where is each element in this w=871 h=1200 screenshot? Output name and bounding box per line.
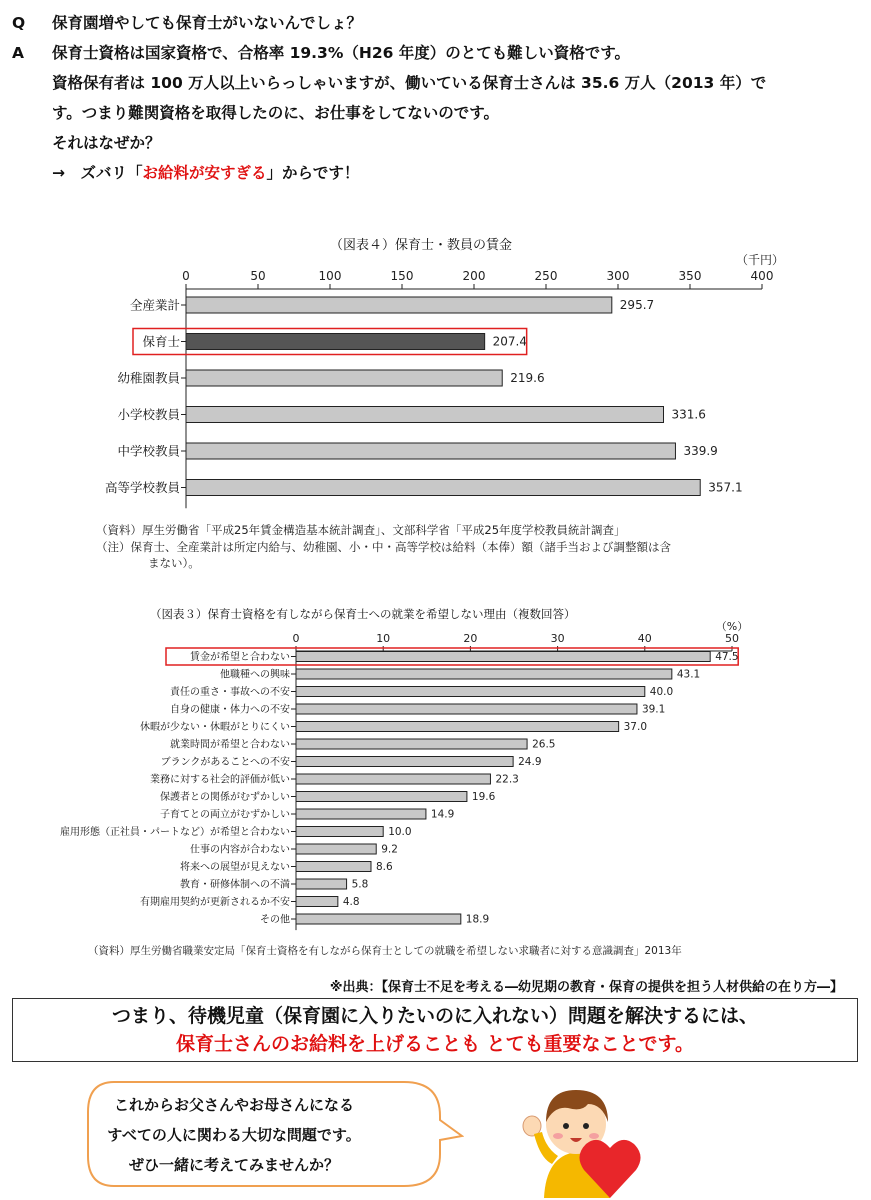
data-label: 24.9 xyxy=(518,756,542,769)
data-label: 207.4 xyxy=(492,334,528,349)
category-label: 教育・研修体制への不満 xyxy=(180,879,290,891)
answer-line-5 xyxy=(12,158,862,188)
bar xyxy=(296,914,461,924)
bar xyxy=(296,774,490,784)
speech-bubble-line-3: ぜひ一緒に考えてみませんか？ xyxy=(128,1156,339,1174)
category-label: 責任の重さ・事故への不安 xyxy=(170,687,290,698)
x-tick-label: 50 xyxy=(725,632,739,645)
bar xyxy=(186,443,675,459)
answer-line-1: 保育士資格は国家資格で、合格率 19.3%（H26 年度）のとても難しい資格です。 xyxy=(52,44,631,62)
x-tick-label: 250 xyxy=(534,269,558,283)
speech-bubble-line-1: これからお父さんやお母さんになる xyxy=(113,1096,354,1114)
chart-reasons xyxy=(0,618,871,936)
bar xyxy=(186,407,664,423)
chart-wages-note-3: まない）。 xyxy=(148,556,200,570)
answer-line-5-pre: → ズバリ「 xyxy=(52,164,143,182)
category-label: 休暇が少ない・休暇がとりにくい xyxy=(140,722,290,733)
data-label: 295.7 xyxy=(619,298,655,313)
chart-wages-note-2: （注）保育士、全産業計は所定内給与、幼稚園、小・中・高等学校は給料（本俸）額（諸手当および調整額は含 xyxy=(96,540,671,554)
data-label: 9.2 xyxy=(381,843,398,856)
bar xyxy=(296,862,371,872)
source-citation: ※出典：【保育士不足を考える―幼児期の教育・保育の提供を担う人材供給の在り方―】 xyxy=(329,980,843,995)
data-label: 5.8 xyxy=(351,878,369,891)
question-text: 保育園増やしても保育士がいないんでしょ？ xyxy=(52,14,363,32)
x-tick-label: 10 xyxy=(376,632,391,645)
answer-mark: A xyxy=(12,44,24,62)
category-label: その他 xyxy=(260,914,290,926)
bar xyxy=(296,652,710,662)
x-tick-label: 40 xyxy=(637,632,652,645)
child-left-cheek xyxy=(553,1133,563,1139)
data-label: 357.1 xyxy=(708,480,743,495)
answer-line-4: それはなぜか？ xyxy=(52,134,161,152)
data-label: 8.6 xyxy=(375,861,393,874)
question-row xyxy=(12,8,862,38)
summary-line-2: 保育士さんのお給料を上げることも とても重要なことです。 xyxy=(175,1033,695,1055)
category-label: 中学校教員 xyxy=(117,443,180,459)
data-label: 339.9 xyxy=(683,444,718,459)
answer-line-2: 資格保有者は 100 万人以上いらっしゃいますが、働いている保育士さんは 35.6 万人（2013 年）で xyxy=(52,74,767,92)
x-tick-label: 200 xyxy=(462,269,486,283)
child-right-cheek xyxy=(589,1133,599,1139)
bar xyxy=(296,757,513,767)
category-label: 就業時間が希望と合わない xyxy=(170,739,290,751)
data-label: 19.6 xyxy=(471,791,496,804)
data-label: 37.0 xyxy=(623,721,648,734)
bar xyxy=(186,370,502,386)
answer-line-5-post: 」からです！ xyxy=(266,164,360,182)
category-label: 保護者との関係がむずかしい xyxy=(160,792,290,803)
bar xyxy=(296,879,347,889)
bar xyxy=(296,722,619,732)
bar xyxy=(186,334,485,350)
data-label: 47.5 xyxy=(715,651,739,664)
data-label: 219.6 xyxy=(510,371,545,386)
category-label: 保育士 xyxy=(142,333,180,349)
bar xyxy=(296,704,637,714)
child-right-eye xyxy=(583,1123,589,1129)
x-tick-label: 350 xyxy=(678,269,702,283)
category-label: 仕事の内容が合わない xyxy=(190,844,290,856)
category-label: 将来への展望が見えない xyxy=(180,862,290,873)
bar xyxy=(186,297,612,313)
category-label: 全産業計 xyxy=(129,297,180,313)
category-label: 高等学校教員 xyxy=(104,479,180,495)
summary-line-1: つまり、待機児童（保育園に入りたいのに入れない）問題を解決するには、 xyxy=(111,1005,758,1027)
answer-line-3: す。つまり難関資格を取得したのに、お仕事をしてないのです。 xyxy=(52,104,500,122)
x-tick-label: 400 xyxy=(750,269,774,283)
category-label: 小学校教員 xyxy=(117,406,180,422)
x-tick-label: 100 xyxy=(318,269,342,283)
category-label: 幼稚園教員 xyxy=(117,370,180,386)
chart-reasons-title: （図表３）保育士資格を有しながら保育士への就業を希望しない理由（複数回答） xyxy=(150,607,576,621)
summary-box xyxy=(12,998,858,1062)
chart-wages xyxy=(0,250,871,540)
child-left-eye xyxy=(563,1123,569,1129)
category-label: 雇用形態（正社員・パートなど）が希望と合わない xyxy=(60,827,290,838)
data-label: 4.8 xyxy=(342,896,360,909)
answer-line-5-emphasis: お給料が安すぎる xyxy=(142,164,267,182)
bar xyxy=(186,480,700,496)
x-tick-label: 150 xyxy=(390,269,414,283)
x-tick-label: 50 xyxy=(250,269,266,283)
x-tick-label: 0 xyxy=(292,632,300,645)
x-tick-label: 300 xyxy=(606,269,630,283)
chart-reasons-note: （資料）厚生労働省職業安定局「保育士資格を有しながら保育士としての就職を希望しない求職者に対する意識調査」2013年 xyxy=(88,945,682,957)
bar xyxy=(296,792,467,802)
bar xyxy=(296,897,338,907)
bar xyxy=(296,844,376,854)
data-label: 40.0 xyxy=(649,686,674,699)
speech-bubble-text xyxy=(84,1090,384,1180)
bar xyxy=(296,687,645,697)
chart-wages-note-1: （資料）厚生労働省「平成25年賃金構造基本統計調査」、文部科学省「平成25年度学校教員統計調査」 xyxy=(96,523,626,537)
chart-wages-title: （図表４）保育士・教員の賃金 xyxy=(330,238,513,253)
category-label: 子育てとの両立がむずかしい xyxy=(160,809,290,821)
bar xyxy=(296,739,527,749)
qa-section xyxy=(12,8,862,188)
data-label: 39.1 xyxy=(641,703,666,716)
speech-bubble-line-2: すべての人に関わる大切な問題です。 xyxy=(107,1126,361,1144)
unit-label: （%） xyxy=(715,620,749,633)
data-label: 26.5 xyxy=(532,738,556,751)
data-label: 14.9 xyxy=(430,808,455,821)
child-with-heart-illustration xyxy=(518,1078,648,1198)
bar xyxy=(296,669,672,679)
unit-label: （千円） xyxy=(735,253,785,267)
data-label: 22.3 xyxy=(495,773,519,786)
category-label: ブランクがあることへの不安 xyxy=(160,757,290,768)
x-tick-label: 20 xyxy=(463,632,478,645)
category-label: 業務に対する社会的評価が低い xyxy=(150,774,290,786)
answer-row xyxy=(12,38,862,68)
category-label: 他職種への興味 xyxy=(220,669,290,681)
bar xyxy=(296,809,426,819)
category-label: 有期雇用契約が更新されるか不安 xyxy=(140,897,290,908)
category-label: 自身の健康・体力への不安 xyxy=(170,704,290,716)
question-mark: Q xyxy=(12,14,26,32)
data-label: 10.0 xyxy=(388,826,412,839)
x-tick-label: 30 xyxy=(550,632,565,645)
category-label: 賃金が希望と合わない xyxy=(190,652,290,663)
data-label: 43.1 xyxy=(676,668,701,681)
bar xyxy=(296,827,383,837)
x-tick-label: 0 xyxy=(182,269,190,283)
data-label: 18.9 xyxy=(465,913,490,926)
data-label: 331.6 xyxy=(671,407,706,422)
